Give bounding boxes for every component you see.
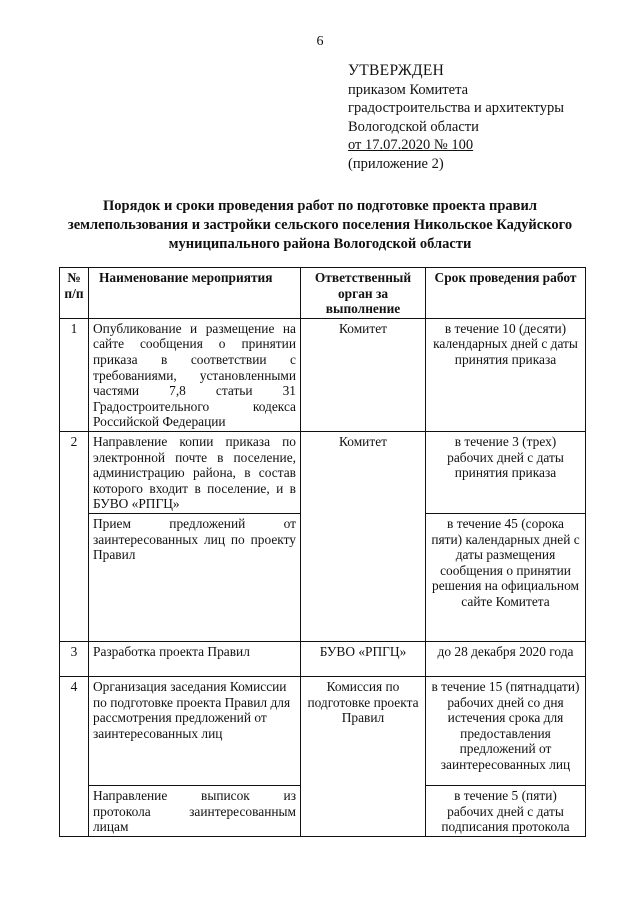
table-row <box>60 641 586 676</box>
row-num: 1 <box>60 318 89 431</box>
row-num: 4 <box>60 676 89 836</box>
row-term: в течение 5 (пяти) рабочих дней с даты подписания протокола <box>426 785 586 836</box>
row-org: БУВО «РПГЦ» <box>301 641 426 676</box>
row-event: Прием предложений от заинтересованных лиц по проекту Правил <box>89 513 301 641</box>
row-event: Разработка проекта Правил <box>89 641 301 676</box>
schedule-table <box>59 267 586 837</box>
appendix-note: (приложение 2) <box>348 155 444 172</box>
row-event: Направление копии приказа по электронной почте в поселение, администрацию района, в состав которого входит в поселение, и в БУВО «РПГЦ» <box>89 431 301 513</box>
row-term: до 28 декабря 2020 года <box>426 641 586 676</box>
title-line: Порядок и сроки проведения работ по подготовке проекта правил <box>103 198 537 214</box>
row-term: в течение 10 (десяти) календарных дней с даты принятия приказа <box>426 318 586 431</box>
row-event: Организация заседания Комиссии по подготовке проекта Правил для рассмотрения предложений от заинтересованных лиц <box>89 676 301 785</box>
header-term: Срок проведения работ <box>426 268 586 319</box>
row-term: в течение 15 (пятнадцати) рабочих дней со дня истечения срока для предоставления предложений от заинтересованных лиц <box>426 676 586 785</box>
table-header-row <box>60 268 586 319</box>
title-line: землепользования и застройки сельского поселения Никольское Кадуйского <box>67 217 573 233</box>
order-date: от 17.07.2020 № 100 <box>348 137 474 153</box>
approval-stamp <box>348 62 628 173</box>
row-num: 2 <box>60 431 89 641</box>
row-event: Опубликование и размещение на сайте сообщения о принятии приказа в соответствии с требованиями, установленными частями 7,8 статьи 31 Градостроительного кодекса Российской Федерации <box>89 318 301 431</box>
row-org: Комитет <box>301 318 426 431</box>
header-num: № п/п <box>60 268 89 319</box>
approval-heading: УТВЕРЖДЕН <box>348 62 445 79</box>
approval-line: Вологодской области <box>348 118 479 135</box>
approval-line: приказом Комитета <box>348 81 469 98</box>
header-org: Ответственный орган за выполнение <box>301 268 426 319</box>
table-row <box>60 676 586 785</box>
row-org: Комиссия по подготовке проекта Правил <box>301 676 426 836</box>
row-num: 3 <box>60 641 89 676</box>
document-title <box>40 197 600 254</box>
title-line: муниципального района Вологодской области <box>168 236 472 252</box>
row-event: Направление выписок из протокола заинтересованным лицам <box>89 785 301 836</box>
table-row <box>60 318 586 431</box>
approval-line: градостроительства и архитектуры <box>348 100 565 116</box>
row-org: Комитет <box>301 431 426 641</box>
row-term: в течение 3 (трех) рабочих дней с даты принятия приказа <box>426 431 586 513</box>
row-term: в течение 45 (сорока пяти) календарных дней с даты размещения сообщения о принятии решения на официальном сайте Комитета <box>426 513 586 641</box>
page-number: 6 <box>316 34 324 49</box>
header-event: Наименование мероприятия <box>89 268 301 319</box>
table-row <box>60 431 586 513</box>
